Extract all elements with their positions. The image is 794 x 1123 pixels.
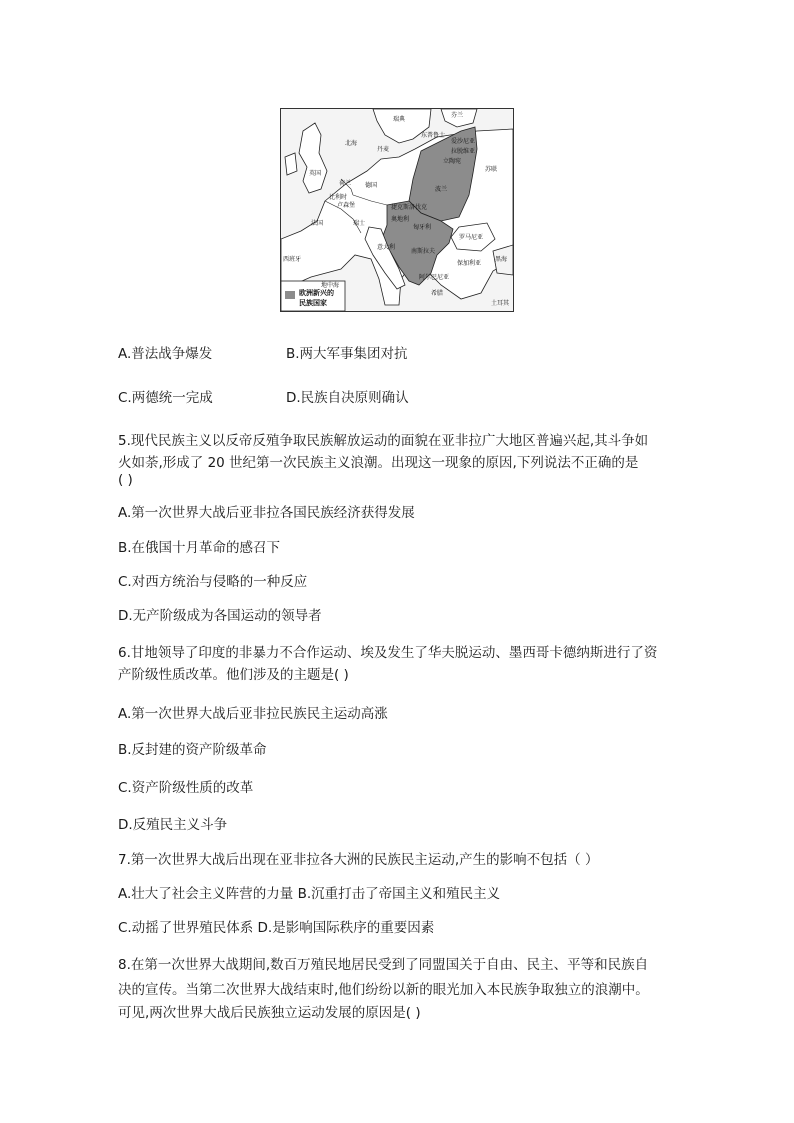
map-label: 黑海 (495, 256, 508, 263)
map-label: 北海 (345, 140, 358, 147)
q8-stem-line-1: 8.在第一次世界大战期间,数百万殖民地居民受到了同盟国关于自由、民主、平等和民族自 (118, 957, 649, 973)
q5-option-b: B.在俄国十月革命的感召下 (118, 540, 281, 556)
map-label: 意大利 (377, 244, 396, 251)
map-label: 比利时 (329, 194, 348, 201)
map-label: 瑞典 (393, 116, 406, 123)
map-label: 土耳其 (491, 300, 510, 307)
q5-stem-line-3: ( ) (118, 472, 133, 488)
map-legend-line-2: 民族国家 (299, 299, 327, 307)
map-label: 爱沙尼亚 (451, 138, 476, 145)
map-label: 捷克斯洛伐克 (391, 204, 428, 211)
map-label: 波兰 (435, 186, 448, 193)
q5-option-c: C.对西方统治与侵略的一种反应 (118, 574, 308, 590)
map-label: 奥地利 (391, 216, 410, 223)
map-label: 立陶宛 (443, 158, 462, 165)
map-label: 南斯拉夫 (411, 248, 436, 255)
q8-stem-line-2: 决的宣传。当第二次世界大战结束时,他们纷纷以新的眼光加入本民族争取独立的浪潮中。 (118, 982, 649, 998)
q5-stem-line-2: 火如荼,形成了 20 世纪第一次民族主义浪潮。出现这一现象的原因,下列说法不正确的是 (118, 455, 639, 471)
map-legend-swatch (285, 291, 295, 299)
map-label: 希腊 (431, 290, 444, 297)
map-label: 德国 (365, 182, 378, 189)
q4-option-a: A.普法战争爆发 (118, 346, 213, 362)
q6-stem-line-1: 6.甘地领导了印度的非暴力不合作运动、埃及发生了华夫脱运动、墨西哥卡德纳斯进行了资 (118, 645, 658, 661)
q5-stem-line-1: 5.现代民族主义以反帝反殖争取民族解放运动的面貌在亚非拉广大地区普遍兴起,其斗争如 (118, 433, 649, 449)
map-label: 英国 (309, 170, 322, 177)
q6-option-c: C.资产阶级性质的改革 (118, 780, 254, 796)
map-label: 苏联 (485, 166, 498, 173)
q7-stem: 7.第一次世界大战后出现在亚非拉各大洲的民族民主运动,产生的影响不包括（ ） (118, 852, 599, 868)
q7-options-cd: C.动摇了世界殖民体系 D.是影响国际秩序的重要因素 (118, 920, 435, 936)
q6-option-d: D.反殖民主义斗争 (118, 817, 228, 833)
map-label: 荷兰 (339, 180, 352, 187)
map-label: 法国 (311, 220, 324, 227)
map-label: 拉脱维亚 (451, 148, 476, 155)
map-label: 丹麦 (377, 146, 390, 153)
map-label: 卢森堡 (337, 202, 356, 209)
map-label: 阿尔巴尼亚 (419, 274, 450, 281)
q6-option-a: A.第一次世界大战后亚非拉民族民主运动高涨 (118, 706, 388, 722)
q4-option-b: B.两大军事集团对抗 (286, 346, 408, 362)
q4-option-d: D.民族自决原则确认 (286, 390, 409, 406)
map-label: 匈牙利 (413, 224, 432, 231)
europe-map (281, 109, 513, 311)
q4-option-c: C.两德统一完成 (118, 390, 213, 406)
q6-stem-line-2: 产阶级性质改革。他们涉及的主题是( ) (118, 667, 349, 683)
map-label: 芬兰 (451, 112, 464, 119)
map-label: 瑞士 (353, 220, 366, 227)
map-label: 保加利亚 (457, 260, 482, 267)
map-label: 罗马尼亚 (459, 234, 484, 241)
map-ireland (285, 153, 297, 175)
q7-options-ab: A.壮大了社会主义阵营的力量 B.沉重打击了帝国主义和殖民主义 (118, 886, 501, 902)
europe-map-figure (280, 108, 514, 312)
q5-option-a: A.第一次世界大战后亚非拉各国民族经济获得发展 (118, 505, 415, 521)
map-legend-line-1: 欧洲新兴的 (299, 289, 334, 297)
map-label: 地中海 (321, 282, 340, 289)
map-label: 西班牙 (283, 256, 302, 263)
q8-stem-line-3: 可见,两次世界大战后民族独立运动发展的原因是( ) (118, 1005, 421, 1021)
map-label: 东普鲁士 (421, 132, 446, 139)
q6-option-b: B.反封建的资产阶级革命 (118, 742, 267, 758)
q5-option-d: D.无产阶级成为各国运动的领导者 (118, 608, 322, 624)
